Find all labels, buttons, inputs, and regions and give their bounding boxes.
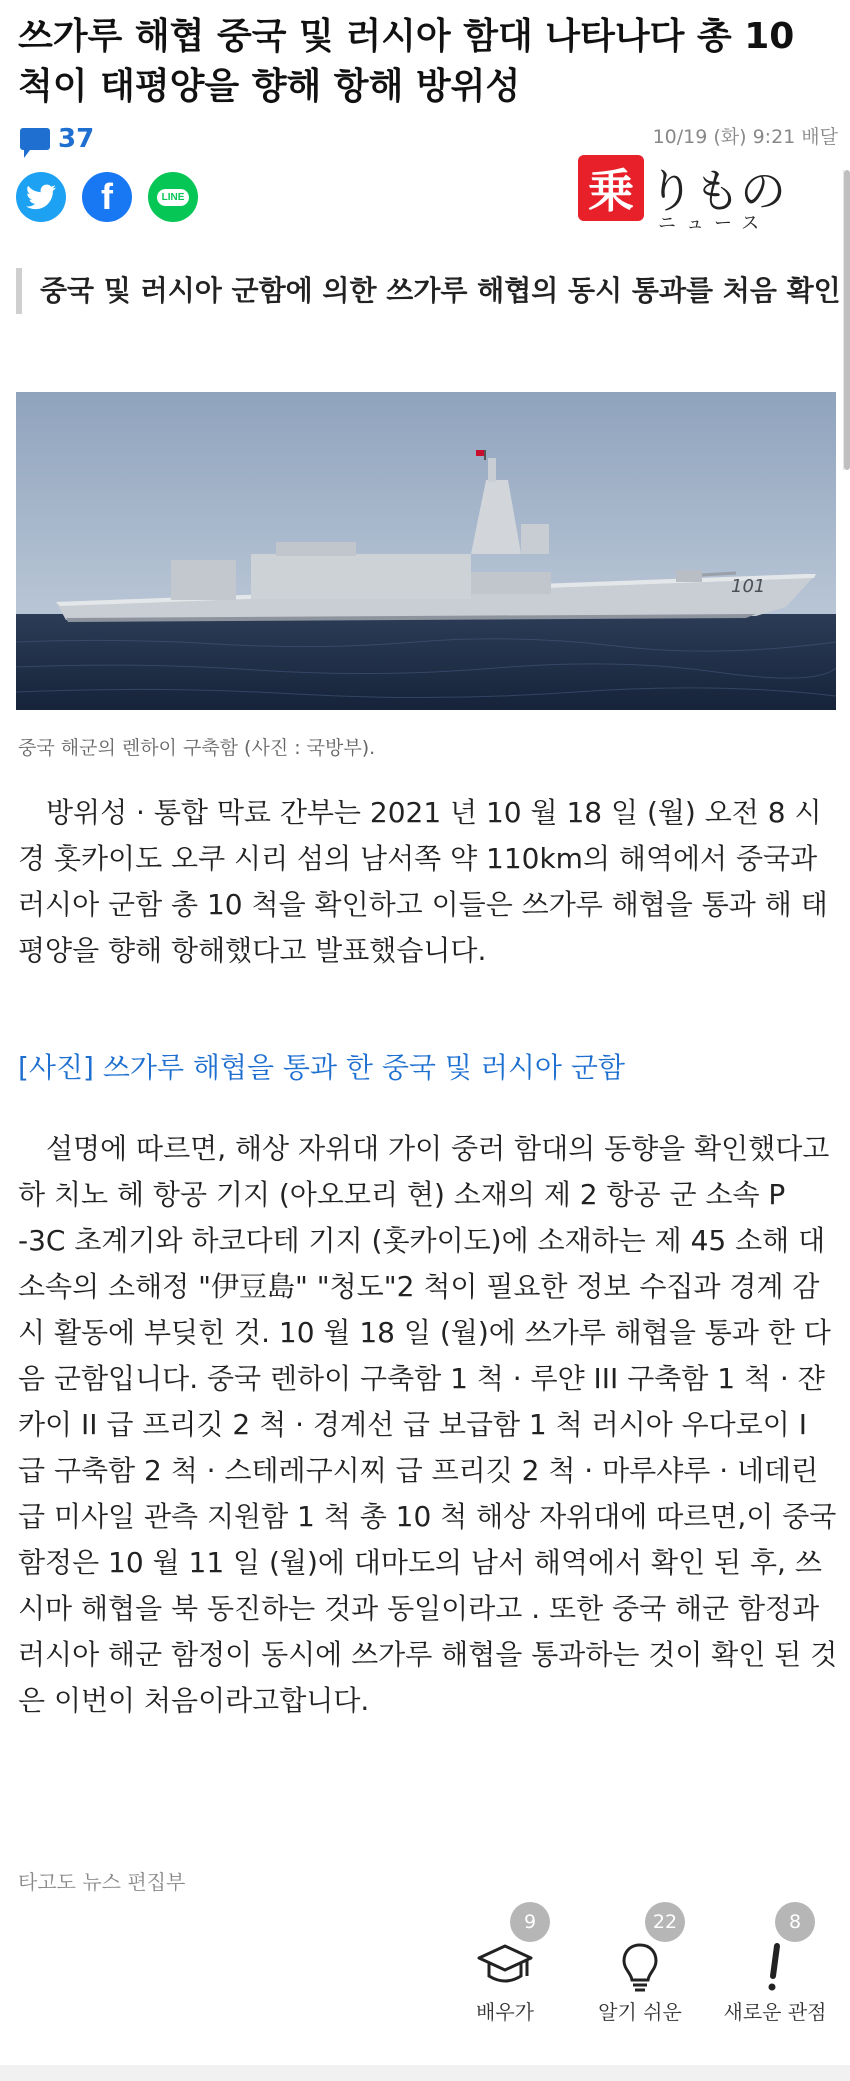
photo-gallery-link[interactable]: [사진] 쓰가루 해협을 통과 한 중국 및 러시아 군함 [18, 1051, 625, 1084]
hull-number: 101 [731, 576, 766, 597]
comment-count-value: 37 [58, 124, 95, 154]
graduation-cap-icon [477, 1942, 533, 1988]
reaction-label: 배우가 [476, 2000, 534, 2024]
scrollbar[interactable] [844, 170, 850, 470]
destroyer-image [16, 392, 836, 710]
article-datetime: 10/19 (화) 9:21 배달 [652, 126, 838, 148]
photo-caption: 중국 해군의 렌하이 구축함 (사진 : 국방부). [18, 737, 376, 759]
logo-kanji: 乗 [578, 155, 644, 221]
line-share-button[interactable] [148, 172, 198, 222]
article-paragraph-1: 방위성 · 통합 막료 간부는 2021 년 10 월 18 일 (월) 오전 8 시경 홋카이도 오쿠 시리 섬의 남서쪽 약 110km의 해역에서 중국과 러시아 군함 총 10 척을 확인하고 이들은 쓰가루 해협을 통과 해 태평양을 향해 항해했다고 발표했습니다. [18, 796, 828, 967]
line-icon: LINE [157, 189, 190, 206]
destroyer-photo[interactable] [16, 392, 836, 710]
reaction-label: 새로운 관점 [723, 2000, 827, 2024]
article-paragraph-2: 설명에 따르면, 해상 자위대 가이 중러 함대의 동향을 확인했다고 하 치노 헤 항공 기지 (아오모리 현) 소재의 제 2 항공 군 소속 P -3C 초계기와 하코다테 기지 (홋카이도)에 소재하는 제 45 소해 대 소속의 소해정 "伊豆島" "청도"2 척이 필요한 정보 수집과 경계 감시 활동에 부딪힌 것. 10 월 18 일 (월)에 쓰가루 해협을 통과 한 다음 군함입니다. 중국 렌하이 구축함 1 척 · 루얀 III 구축함 1 척 · 쟌카이 II 급 프리깃 2 척 · 경계선 급 보급함 1 척 러시아 우다로이 I 급 구축함 2 척 · 스테레구시찌 급 프리깃 2 척 · 마루샤루 · 네데린 급 미사일 관측 지원함 1 척 총 10 척 해상 자위대에 따르면,이 중국 함정은 10 월 11 일 (월)에 대마도의 남서 해역에서 확인 된 후, 쓰시마 해협을 북 동진하는 것과 동일이라고 . 또한 중국 해군 함정과 러시아 해군 함정이 동시에 쓰가루 해협을 통과하는 것이 확인 된 것은 이번이 처음이라고합니다. [18, 1132, 838, 1717]
publisher-logo[interactable] [578, 155, 788, 233]
exclamation-icon [763, 1942, 787, 1994]
logo-kana: りもの [648, 164, 786, 218]
lightbulb-icon [620, 1942, 660, 1994]
editor-credit: 타고도 뉴스 편집부 [18, 1870, 186, 1894]
reaction-new-perspective-button[interactable] [710, 1900, 840, 2040]
reaction-learned-button[interactable] [440, 1900, 570, 2040]
reaction-count-badge: 9 [510, 1902, 550, 1942]
next-section-strip [0, 2065, 850, 2081]
facebook-icon: f [101, 176, 113, 217]
reaction-easy-button[interactable] [575, 1900, 705, 2040]
share-buttons [16, 172, 198, 222]
reaction-count-badge: 22 [645, 1902, 685, 1942]
reaction-label: 알기 쉬운 [598, 2000, 682, 2024]
twitter-icon [26, 184, 56, 210]
comment-count-button[interactable] [20, 124, 94, 154]
facebook-share-button[interactable] [82, 172, 132, 222]
article-subheading: 중국 및 러시아 군함에 의한 쓰가루 해협의 동시 통과를 처음 확인 [16, 268, 850, 314]
reaction-buttons [440, 1900, 840, 2040]
comment-icon [20, 128, 50, 150]
reaction-count-badge: 8 [775, 1902, 815, 1942]
twitter-share-button[interactable] [16, 172, 66, 222]
article-headline: 쓰가루 해협 중국 및 러시아 함대 나타나다 총 10 척이 태평양을 향해 항해 방위성 [18, 16, 795, 107]
logo-subtitle: ニュース [658, 213, 770, 234]
